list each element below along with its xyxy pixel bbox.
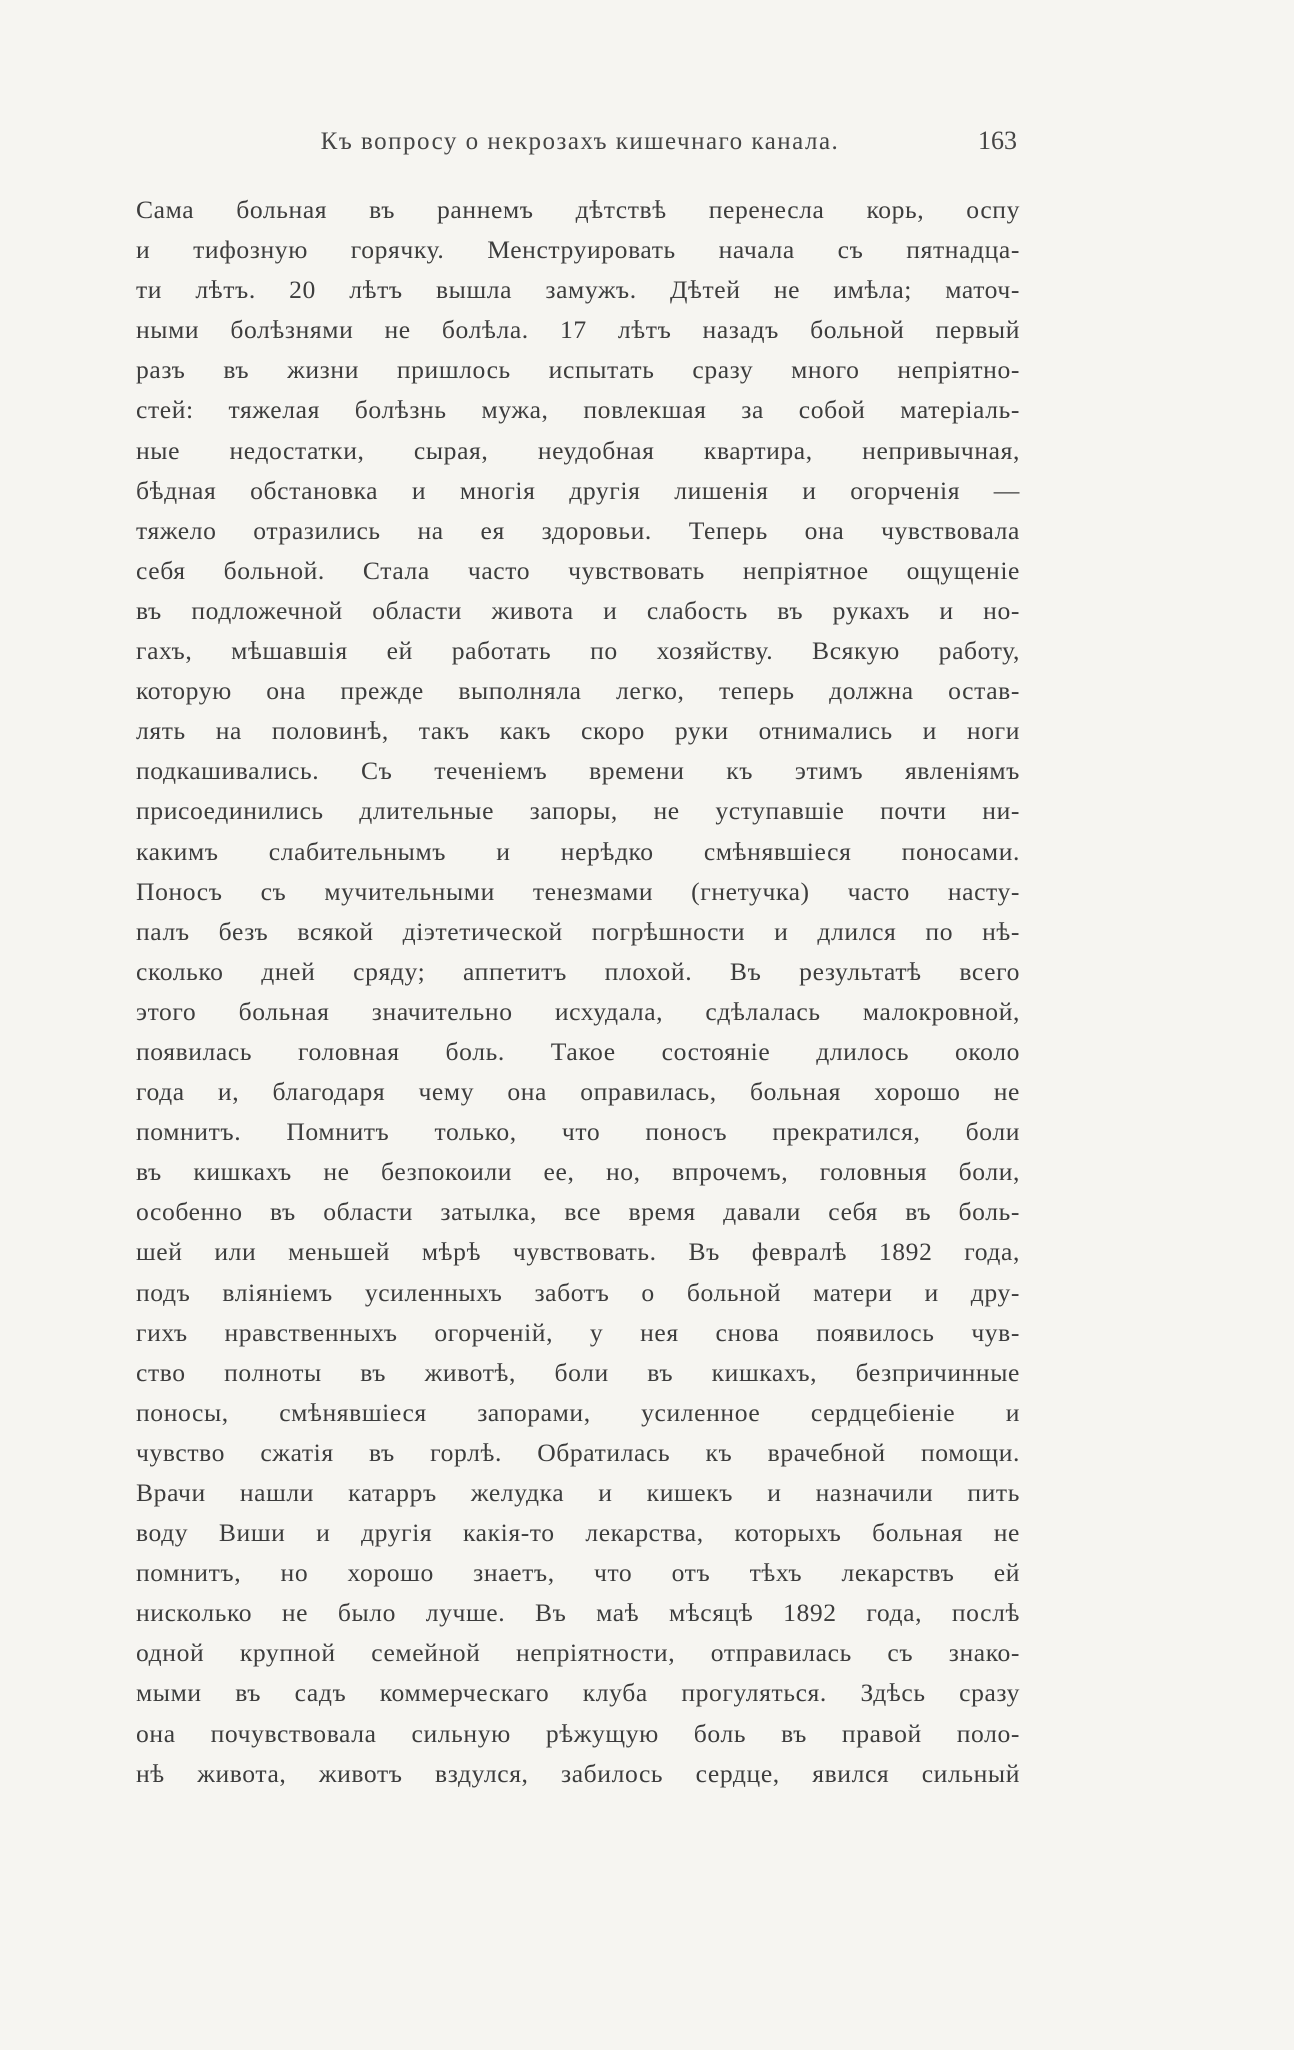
text-line: гихъ нравственныхъ огорченій, у нея снова появилось чув- xyxy=(136,1317,1020,1347)
text-line: поносы, смѣнявшіеся запорами, усиленное сердцебіеніе и xyxy=(136,1397,1020,1427)
text-line: палъ безъ всякой діэтетической погрѣшности и длился по нѣ- xyxy=(136,916,1020,946)
text-line: одной крупной семейной непріятности, отправилась съ знако- xyxy=(136,1638,1020,1668)
text-line: Поносъ съ мучительными тенезмами (гнетучка) часто насту- xyxy=(136,876,1020,906)
text-line: себя больной. Стала часто чувствовать непріятное ощущеніе xyxy=(136,555,1020,585)
text-line: она почувствовала сильную рѣжущую боль въ правой поло- xyxy=(136,1718,1020,1748)
text-line: ство полноты въ животѣ, боли въ кишкахъ, безпричинные xyxy=(136,1357,1020,1387)
text-line: и тифозную горячку. Менструировать начала съ пятнадца- xyxy=(136,235,1020,265)
text-line: подъ вліяніемъ усиленныхъ заботъ о больной матери и дру- xyxy=(136,1277,1020,1307)
text-line: этого больная значительно исхудала, сдѣлалась малокровной, xyxy=(136,996,1020,1026)
text-line: въ подложечной области живота и слабость въ рукахъ и но- xyxy=(136,595,1020,625)
text-line: шей или меньшей мѣрѣ чувствовать. Въ февралѣ 1892 года, xyxy=(136,1237,1020,1267)
text-line: нѣ живота, животъ вздулся, забилось сердце, явился сильный xyxy=(136,1758,1020,1788)
text-line: разъ въ жизни пришлось испытать сразу много непріятно- xyxy=(136,355,1020,385)
text-line: года и, благодаря чему она оправилась, больная хорошо не xyxy=(136,1077,1020,1107)
text-line: которую она прежде выполняла легко, теперь должна остав- xyxy=(136,676,1020,706)
text-line: сколько дней сряду; аппетитъ плохой. Въ результатѣ всего xyxy=(136,956,1020,986)
text-line: ными болѣзнями не болѣла. 17 лѣтъ назадъ больной первый xyxy=(136,315,1020,345)
text-line: особенно въ области затылка, все время давали себя въ боль- xyxy=(136,1197,1020,1227)
text-line: лять на половинѣ, такъ какъ скоро руки отнимались и ноги xyxy=(136,716,1020,746)
text-line: присоединились длительные запоры, не уступавшіе почти ни- xyxy=(136,796,1020,826)
text-line: тяжело отразились на ея здоровьи. Теперь она чувствовала xyxy=(136,515,1020,545)
text-line: ные недостатки, сырая, неудобная квартира, непривычная, xyxy=(136,435,1020,465)
text-line: бѣдная обстановка и многія другія лишенія и огорченія — xyxy=(136,475,1020,505)
text-line: въ кишкахъ не безпокоили ее, но, впрочемъ, головныя боли, xyxy=(136,1157,1020,1187)
text-line: появилась головная боль. Такое состояніе длилось около xyxy=(136,1036,1020,1066)
text-line: какимъ слабительнымъ и нерѣдко смѣнявшіеся поносами. xyxy=(136,836,1020,866)
text-line: гахъ, мѣшавшія ей работать по хозяйству. Всякую работу, xyxy=(136,636,1020,666)
text-line: стей: тяжелая болѣзнь мужа, повлекшая за собой матеріаль- xyxy=(136,395,1020,425)
running-title: Къ вопросу о некрозахъ кишечнаго канала. xyxy=(320,128,840,155)
text-line: ти лѣтъ. 20 лѣтъ вышла замужъ. Дѣтей не имѣла; маточ- xyxy=(136,275,1020,305)
text-line: мыми въ садъ коммерческаго клуба прогуляться. Здѣсь сразу xyxy=(136,1678,1020,1708)
body-text xyxy=(136,190,1020,1794)
text-line: помнитъ, но хорошо знаетъ, что отъ тѣхъ лекарствъ ей xyxy=(136,1558,1020,1588)
text-line: помнитъ. Помнитъ только, что поносъ прекратился, боли xyxy=(136,1117,1020,1147)
text-line: подкашивались. Съ теченіемъ времени къ этимъ явленіямъ xyxy=(136,756,1020,786)
text-line: Врачи нашли катарръ желудка и кишекъ и назначили пить xyxy=(136,1478,1020,1507)
text-line: воду Виши и другія какія-то лекарства, которыхъ больная не xyxy=(136,1518,1020,1548)
text-line: чувство сжатія въ горлѣ. Обратилась къ врачебной помощи. xyxy=(136,1437,1020,1467)
text-line: нисколько не было лучше. Въ маѣ мѣсяцѣ 1892 года, послѣ xyxy=(136,1598,1020,1628)
text-line: Сама больная въ раннемъ дѣтствѣ перенесла корь, оспу xyxy=(136,195,1020,224)
page-number: 163 xyxy=(978,126,1017,155)
